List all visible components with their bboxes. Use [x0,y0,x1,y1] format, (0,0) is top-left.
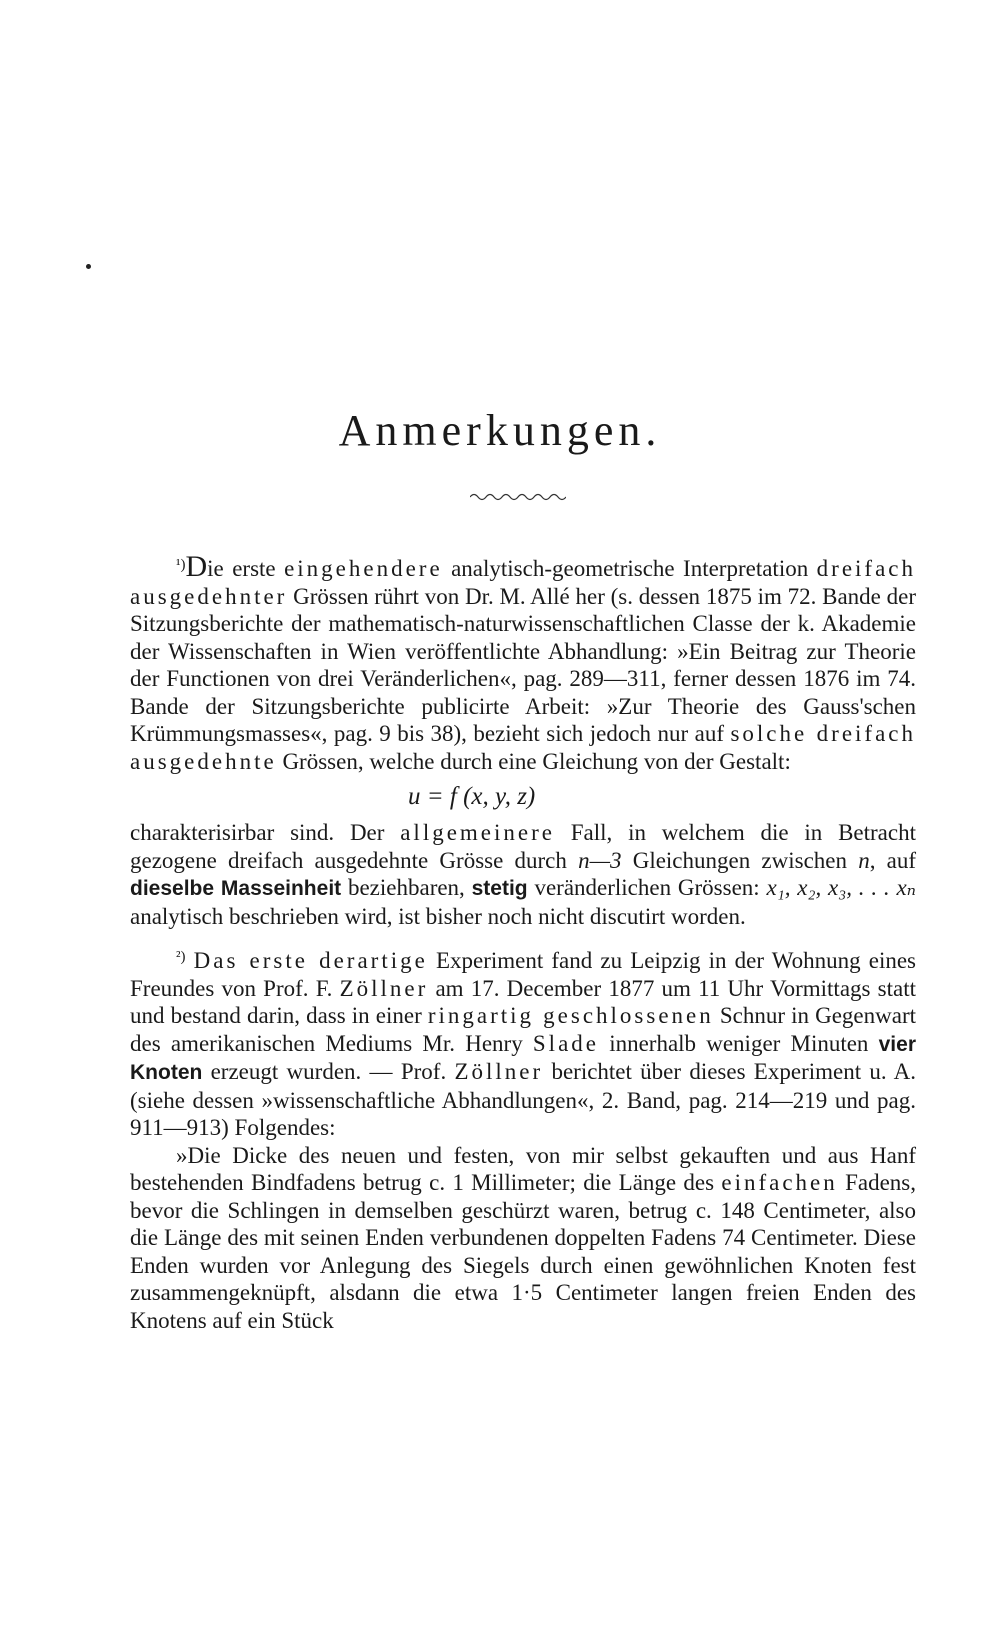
spaced-text: einfachen [721,1170,838,1195]
text-run: beziehbaren, [341,875,472,900]
notes-body [130,552,916,1334]
text-run: am 17. December 1877 um 11 Uhr Vormittags statt und bestand darin, dass in einer [130,975,916,1028]
text-run [186,948,194,973]
footnote-2 [130,944,916,1142]
text-run: Grössen, welche durch eine Gleichung von der Gestalt: [276,748,791,774]
spaced-text: Zöllner [454,1059,544,1084]
text-run: analytisch beschrieben wird, ist bisher noch nicht discutirt worden. [130,903,746,929]
drop-cap: D [185,550,208,583]
footnote-marker: ¹) [176,557,186,573]
wavy-ornament [470,489,566,501]
spaced-text: Das erste derartige [193,948,428,973]
text-run: »Die Dicke des neuen und festen, von mir selbst gekauften und aus Hanf bestehenden Bindfadens betrug c. 1 Millimeter; die Länge des [130,1142,916,1195]
bold-text: vier Knoten [130,1032,916,1084]
bold-text: dieselbe Masseinheit [130,877,342,900]
text-run: Gleichungen zwischen [621,847,859,873]
math-expression: n—3 [578,847,622,873]
text-run: berichtet über dieses Experiment u. A. (siehe dessen »wissenschaftliche Abhandlungen«, 2. Band, pag. 214—219 und pag. 911—913) Folgendes: [130,1059,916,1140]
paragraph-gap [130,930,916,944]
math-expression: x₁, x₂, x₃, . . . xₙ [766,875,916,900]
formula: u = f (x, y, z) [408,783,536,810]
text-run: analytisch-geometrische Interpretation [442,556,817,581]
math-expression: n [858,847,870,873]
text-run: , auf [869,847,916,873]
footnote-marker: ²) [176,949,186,965]
text-run: charakterisirbar sind. Der [130,820,401,845]
spaced-text: eingehendere [284,556,443,581]
footnote-1-continued [130,819,916,930]
footnote-1 [130,552,916,775]
spaced-text: dreifach ausgedehnter [130,556,916,609]
page-title: Anmerkungen. [338,406,662,455]
text-run: veränderlichen Grössen: [527,875,767,900]
spaced-text: solche dreifach ausgedehnte [130,721,916,774]
text-run: ie erste [207,556,285,581]
spaced-text: Zöllner [339,975,429,1001]
quote-paragraph [130,1142,916,1335]
text-run: Fadens, bevor die Schlingen in demselben geschürzt waren, betrug c. 148 Centimeter, also die Länge des mit seinen Enden verbundenen doppelten Fadens 74 Centimeter. Diese Enden wurden vor Anlegung des Siegels durch einen gewöhnlichen Knoten fest zusammengeknüpft, alsdann die etwa 1·5 Centimeter langen freien Enden des Knotens auf ein Stück [130,1170,916,1333]
text-run: Grössen rührt von Dr. M. Allé her (s. dessen 1875 im 72. Bande der Sitzungsberichte der mathematisch-naturwissenschaftlichen Classe der k. Akademie der Wissenschaften in Wien veröffentlichte Abhandlung: »Ein Beitrag zur Theorie der Functionen von drei Veränderlichen«, pag. 289—311, ferner dessen 1876 im 74. Bande der Sitzungsberichte publicirte Arbeit: »Zur Theorie des Gauss'schen Krümmungsmasses«, pag. 9 bis 38), bezieht sich jedoch nur auf [130,583,916,746]
text-run: Schnur in Gegenwart des amerikanischen Mediums Mr. Henry [130,1003,917,1056]
text-run: Fall, in welchem die in Betracht gezogene dreifach ausgedehnte Grösse durch [130,820,916,873]
text-run: Experiment fand zu Leipzig in der Wohnung eines Freundes von Prof. F. [130,948,916,1001]
spaced-text: allgemeinere [400,820,555,845]
spaced-text: ringartig geschlossenen [427,1003,714,1028]
ink-dot [86,264,91,269]
text-run: erzeugt wurden. — Prof. [202,1059,455,1084]
spaced-text: Slade [532,1030,599,1056]
text-run: innerhalb weniger Minuten [599,1030,879,1056]
bold-text: stetig [471,877,528,900]
